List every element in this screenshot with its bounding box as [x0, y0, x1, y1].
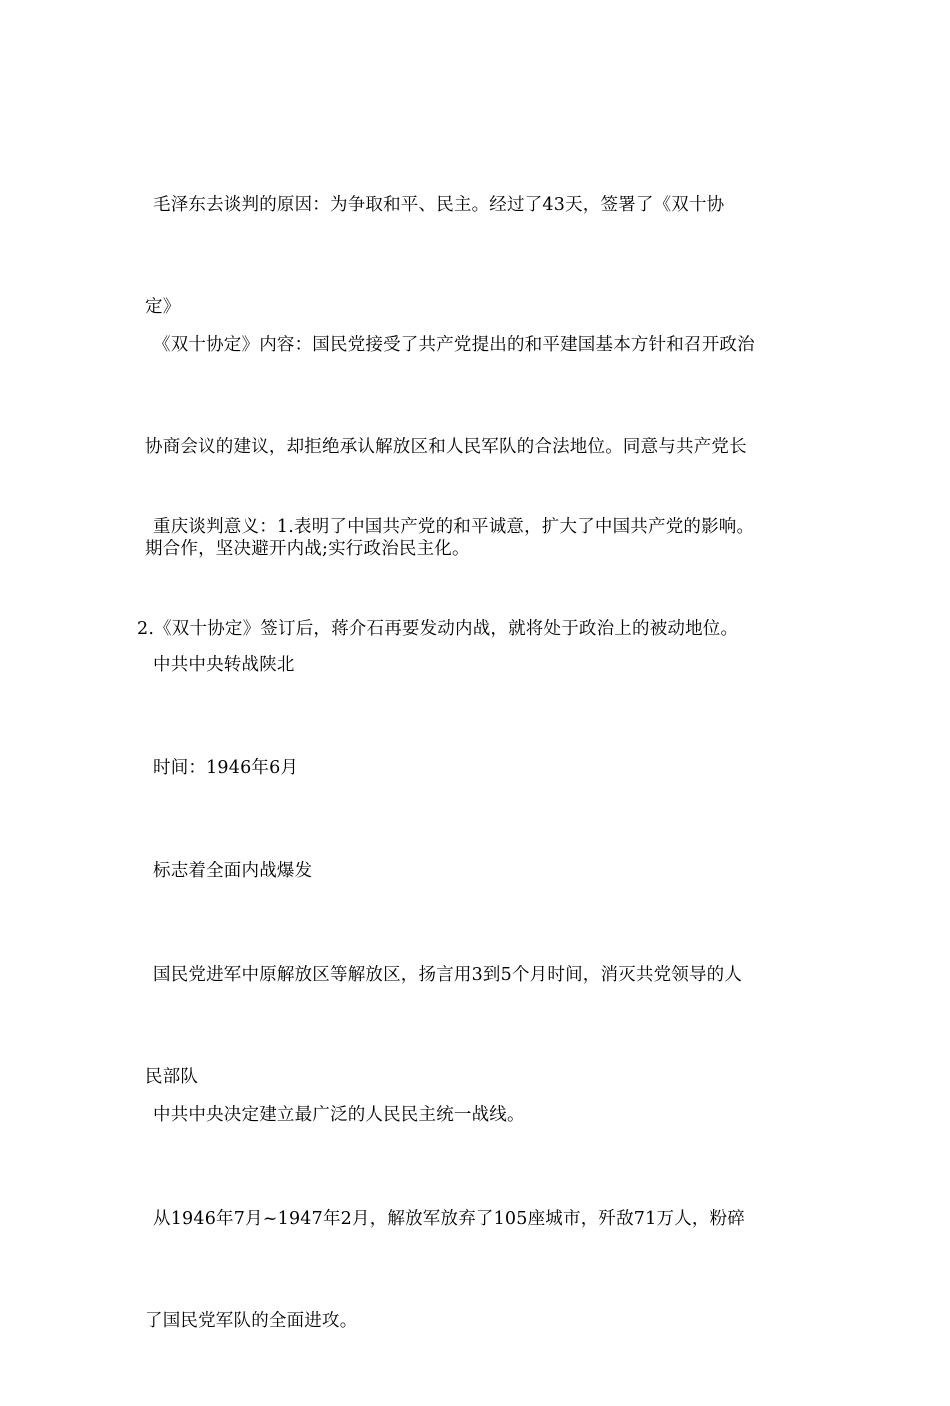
text-line: 重庆谈判意义：1.表明了中国共产党的和平诚意，扩大了中国共产党的影响。 [153, 517, 755, 537]
text-line: 国民党进军中原解放区等解放区，扬言用3到5个月时间，消灭共党领导的人 [153, 965, 743, 985]
text-line: 中共中央决定建立最广泛的人民民主统一战线。 [153, 1105, 525, 1125]
text-line: 民部队 [145, 1067, 199, 1087]
text-line: 2.《双十协定》签订后，蒋介石再要发动内战，就将处于政治上的被动地位。 [137, 619, 739, 639]
text-line: 协商会议的建议，却拒绝承认解放区和人民军队的合法地位。同意与共产党长 [145, 437, 747, 457]
text-line: 毛泽东去谈判的原因：为争取和平、民主。经过了43天，签署了《双十协 [153, 195, 725, 215]
text-line: 定》 [145, 297, 181, 317]
text-line: 时间：1946年6月 [153, 758, 299, 778]
text-line: 了国民党军队的全面进攻。 [145, 1311, 358, 1331]
text-line: 从1946年7月~1947年2月，解放军放弃了105座城市，歼敌71万人，粉碎 [153, 1209, 745, 1229]
text-line: 《双十协定》内容：国民党接受了共产党提出的和平建国基本方针和召开政治 [153, 335, 755, 355]
text-line: 期合作，坚决避开内战;实行政治民主化。 [145, 539, 470, 559]
text-line: 中共中央转战陕北 [153, 655, 295, 675]
paragraph-liberation-army [145, 1134, 810, 1406]
text-line: 标志着全面内战爆发 [153, 861, 313, 881]
